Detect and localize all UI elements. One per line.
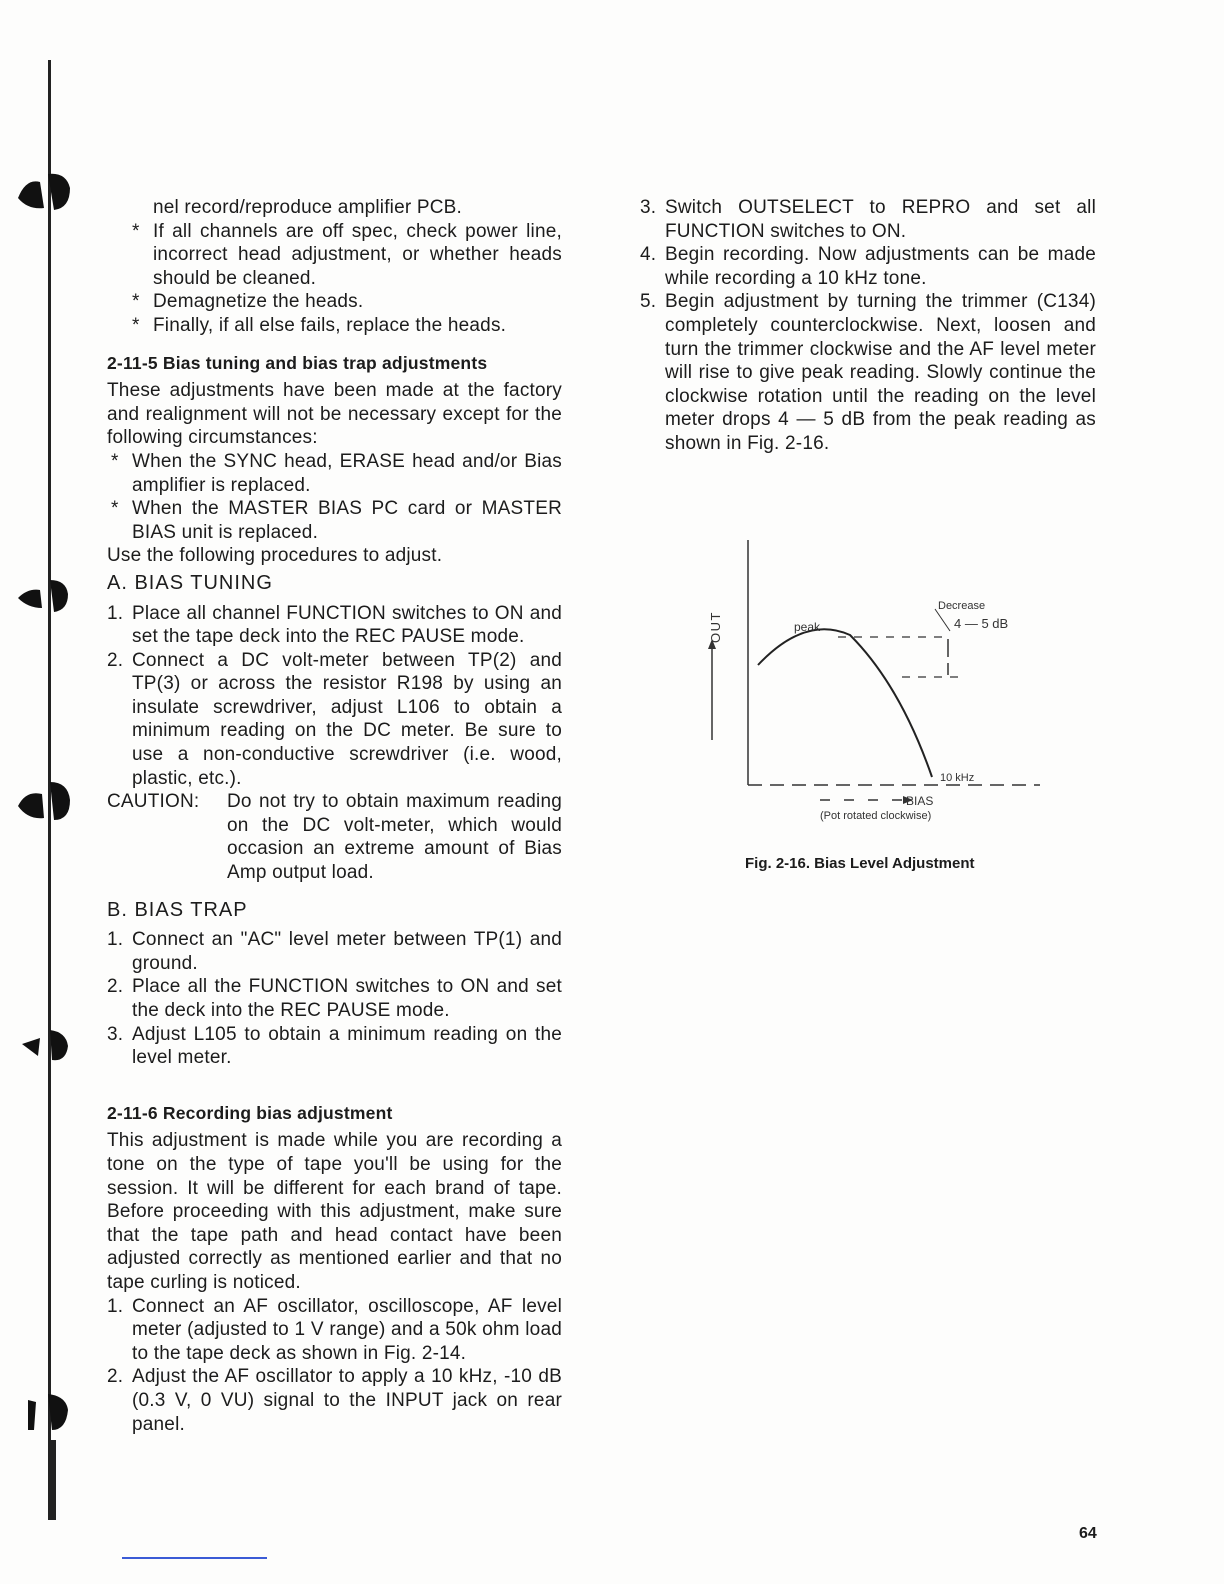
punch-hole-mark xyxy=(14,168,76,212)
subsection-title-bias-trap: B. BIAS TRAP xyxy=(107,898,248,921)
response-curve xyxy=(758,629,932,777)
decrease-value: 4 — 5 dB xyxy=(954,616,1009,631)
asterisk-bullet: * xyxy=(111,498,119,520)
asterisk-bullet: * xyxy=(132,220,140,242)
asterisk-bullet: * xyxy=(132,291,140,313)
numbered-step: 2. Adjust the AF oscillator to apply a 10 kHz, -10 dB (0.3 V, 0 VU) signal to the INPUT jack on rear panel. xyxy=(107,1366,562,1435)
numbered-step: 4. Begin recording. Now adjustments can be made while recording a 10 kHz tone. xyxy=(640,244,1096,289)
y-axis-label: OUT xyxy=(708,611,723,643)
section-intro: This adjustment is made while you are recording a tone on the type of tape you'll be using for the session. It will be different for each brand of tape. Before proceeding with this adjustment, make sure that the tape path and head contact have been adjusted correctly as mentioned earlier and that no tape curling is noticed. xyxy=(107,1130,562,1293)
curve-label: 10 kHz xyxy=(940,772,975,784)
section-heading-2-11-6: 2-11-6 Recording bias adjustment xyxy=(107,1102,393,1123)
caution-label: CAUTION: xyxy=(107,791,200,813)
section-heading-2-11-5: 2-11-5 Bias tuning and bias trap adjustments xyxy=(107,352,488,373)
punch-hole-mark xyxy=(14,1390,76,1434)
binding-edge-line-thick xyxy=(50,1440,56,1520)
list-item: * When the MASTER BIAS PC card or MASTER BIAS unit is replaced. xyxy=(111,498,562,543)
punch-hole-mark xyxy=(14,1022,76,1066)
x-axis-sublabel: (Pot rotated clockwise) xyxy=(820,810,932,822)
subsection-title-bias-tuning: A. BIAS TUNING xyxy=(107,571,273,594)
x-axis-label: BIAS xyxy=(906,794,934,808)
section-intro: These adjustments have been made at the factory and realignment will not be necessary except for the following circumstances: xyxy=(107,380,562,449)
caution-note: CAUTION: Do not try to obtain maximum reading on the DC volt-meter, which would occasion an extreme amount of Bias Amp output load. xyxy=(107,791,562,884)
asterisk-bullet: * xyxy=(111,450,119,472)
list-item: * When the SYNC head, ERASE head and/or Bias amplifier is replaced. xyxy=(111,450,562,496)
right-column xyxy=(640,196,1096,456)
decrease-label: Decrease xyxy=(938,600,986,612)
peak-label: peak xyxy=(794,620,821,634)
numbered-step: 3. Adjust L105 to obtain a minimum reading on the level meter. xyxy=(107,1023,562,1069)
numbered-step: 1. Connect an AF oscillator, oscilloscope, AF level meter (adjusted to 1 V range) and a 50k ohm load to the tape deck as shown in Fig. 2-14. xyxy=(107,1295,562,1364)
numbered-step: 1. Place all channel FUNCTION switches to ON and set the tape deck into the REC PAUSE mode. xyxy=(107,602,562,648)
page-number: 64 xyxy=(1079,1525,1097,1542)
continued-line: nel record/reproduce amplifier PCB. xyxy=(153,197,463,218)
punch-hole-mark xyxy=(14,572,76,616)
list-item: * Finally, if all else fails, replace the heads. xyxy=(132,314,507,336)
section-outro: Use the following procedures to adjust. xyxy=(107,545,443,567)
numbered-step: 3. Switch OUTSELECT to REPRO and set all FUNCTION switches to ON. xyxy=(640,197,1096,242)
numbered-step: 2. Place all the FUNCTION switches to ON and set the deck into the REC PAUSE mode. xyxy=(107,976,562,1021)
left-column xyxy=(107,196,562,1436)
punch-hole-mark xyxy=(14,778,76,822)
numbered-step: 1. Connect an "AC" level meter between TP(1) and ground. xyxy=(107,929,562,974)
numbered-step: 5. Begin adjustment by turning the trimmer (C134) completely counterclockwise. Next, loosen and turn the trimmer clockwise and the AF level meter will rise to give peak reading. Slowly continue the clockwise rotation until the reading on the level meter drops 4 — 5 dB from the peak reading as shown in Fig. 2-16. xyxy=(640,291,1096,454)
bias-level-figure xyxy=(700,535,1060,835)
list-item: * If all channels are off spec, check power line, incorrect head adjustment, or whether heads should be cleaned. xyxy=(132,220,562,289)
footer-rule xyxy=(122,1557,267,1559)
list-item: * Demagnetize the heads. xyxy=(132,291,364,313)
callout-leader xyxy=(935,609,950,631)
numbered-step: 2. Connect a DC volt-meter between TP(2) and TP(3) or across the resistor R198 by using an insulate screwdriver, adjust L106 to obtain a minimum reading on the DC meter. Be sure to use a non-conductive screwdriver (i.e. wood, plastic, etc.). xyxy=(107,649,562,789)
figure-caption: Fig. 2-16. Bias Level Adjustment xyxy=(745,855,975,872)
asterisk-bullet: * xyxy=(132,314,140,336)
